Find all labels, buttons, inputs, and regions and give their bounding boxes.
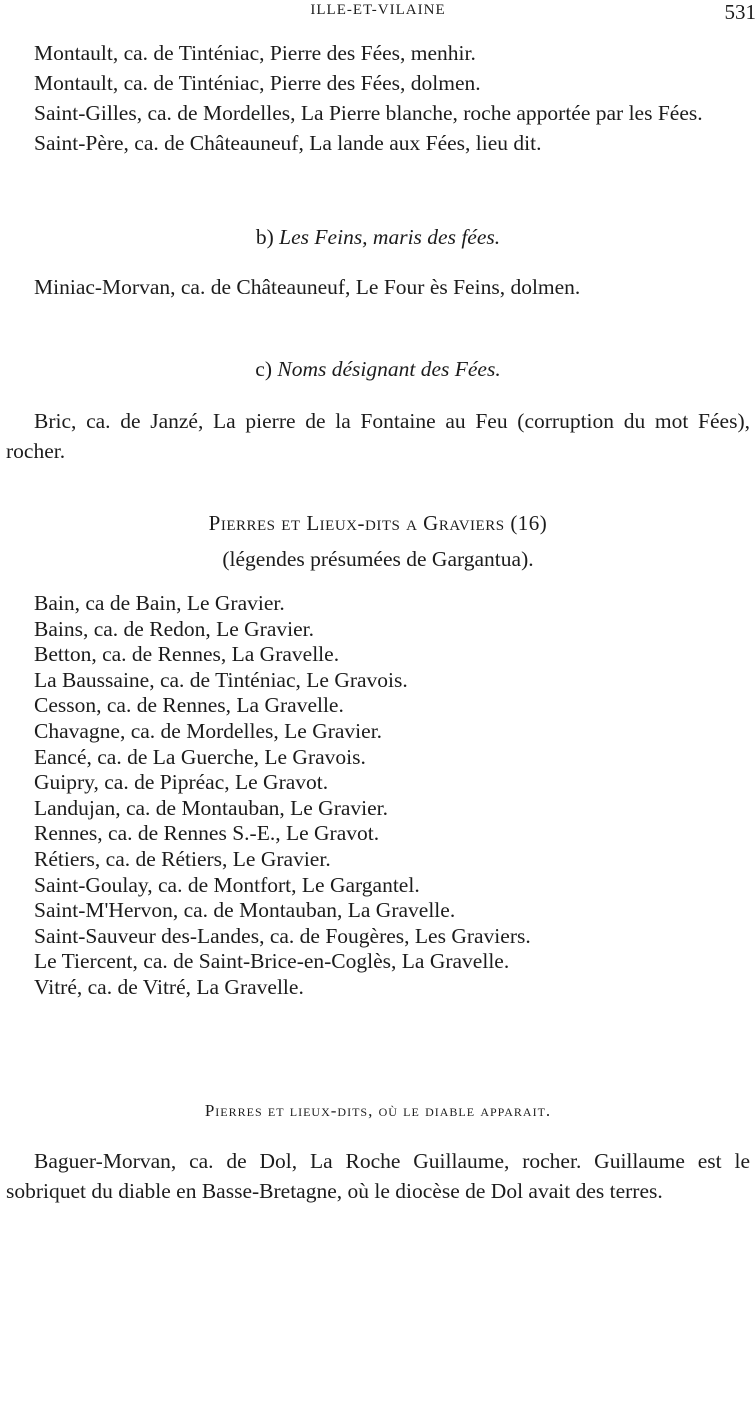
subsection-b [6, 222, 750, 252]
graviers-entry: Saint-Goulay, ca. de Montfort, Le Gargantel. [34, 872, 420, 897]
graviers-entry: Le Tiercent, ca. de Saint-Brice-en-Coglès, La Gravelle. [34, 949, 510, 974]
graviers-entry: Vitré, ca. de Vitré, La Gravelle. [34, 974, 304, 999]
graviers-subtitle: (légendes présumées de Gargantua). [222, 547, 534, 571]
feins-entry-miniac-morvan: Miniac-Morvan, ca. de Châteauneuf, Le Four ès Feins, dolmen. [34, 275, 581, 299]
diable-entry-baguer-morvan: Baguer-Morvan, ca. de Dol, La Roche Guillaume, rocher. Guillaume est le sobriquet du diable en Basse-Bretagne, où le diocèse de Dol avait des terres. [6, 1149, 750, 1203]
page-number: 531 [724, 0, 756, 24]
subsection-b-marker: b) [255, 225, 274, 249]
graviers-entry: Guipry, ca. de Pipréac, Le Gravot. [34, 770, 329, 795]
graviers-entry: Bains, ca. de Redon, Le Gravier. [34, 616, 315, 641]
subsection-c-entries [6, 406, 750, 466]
subsection-b-title: Les Feins, maris des fées. [279, 225, 501, 249]
fees-entry-saint-gilles: Saint-Gilles, ca. de Mordelles, La Pierre blanche, roche apportée par les Fées. [34, 101, 703, 125]
graviers-entry: Landujan, ca. de Montauban, Le Gravier. [34, 795, 389, 820]
fees-entry-saint-pere: Saint-Père, ca. de Châteauneuf, La lande aux Fées, lieu dit. [34, 131, 542, 155]
diable-entries [6, 1146, 750, 1206]
page-header [0, 2, 756, 26]
graviers-entry: Rétiers, ca. de Rétiers, Le Gravier. [34, 846, 331, 871]
graviers-entry: Eancé, ca. de La Guerche, Le Gravois. [34, 744, 366, 769]
graviers-entry: Chavagne, ca. de Mordelles, Le Gravier. [34, 718, 383, 743]
noms-entry-bric: Bric, ca. de Janzé, La pierre de la Fontaine au Feu (corruption du mot Fées), rocher. [6, 409, 750, 463]
fees-entry-montault-menhir: Montault, ca. de Tinténiac, Pierre des Fées, menhir. [34, 41, 476, 65]
fees-list [6, 38, 750, 158]
graviers-entry: Saint-Sauveur des-Landes, ca. de Fougères, Les Graviers. [34, 923, 531, 948]
graviers-list [6, 591, 750, 1001]
graviers-entry: Bain, ca de Bain, Le Gravier. [34, 591, 285, 615]
subsection-c-marker: c) [255, 357, 272, 381]
subsection-c [6, 354, 750, 384]
graviers-entry: Cesson, ca. de Rennes, La Gravelle. [34, 693, 344, 718]
fees-entry-montault-dolmen: Montault, ca. de Tinténiac, Pierre des Fées, dolmen. [34, 71, 481, 95]
diable-section-heading [6, 1096, 750, 1126]
graviers-entry: Rennes, ca. de Rennes S.-E., Le Gravot. [34, 821, 380, 846]
graviers-title: Pierres et Lieux-dits a Graviers (16) [208, 511, 548, 535]
graviers-entry: Saint-M'Hervon, ca. de Montauban, La Gravelle. [34, 898, 456, 923]
subsection-b-heading [6, 222, 750, 252]
subsection-b-entries [6, 272, 750, 302]
subsection-c-title: Noms désignant des Fées. [277, 357, 501, 381]
graviers-section-heading [6, 508, 750, 574]
graviers-entry: Betton, ca. de Rennes, La Gravelle. [34, 642, 340, 667]
graviers-entry: La Baussaine, ca. de Tinténiac, Le Gravois. [34, 667, 408, 692]
diable-title: Pierres et lieux-dits, où le diable apparait. [204, 1101, 552, 1120]
running-head: ILLE-ET-VILAINE [310, 2, 446, 18]
subsection-c-heading [6, 354, 750, 384]
